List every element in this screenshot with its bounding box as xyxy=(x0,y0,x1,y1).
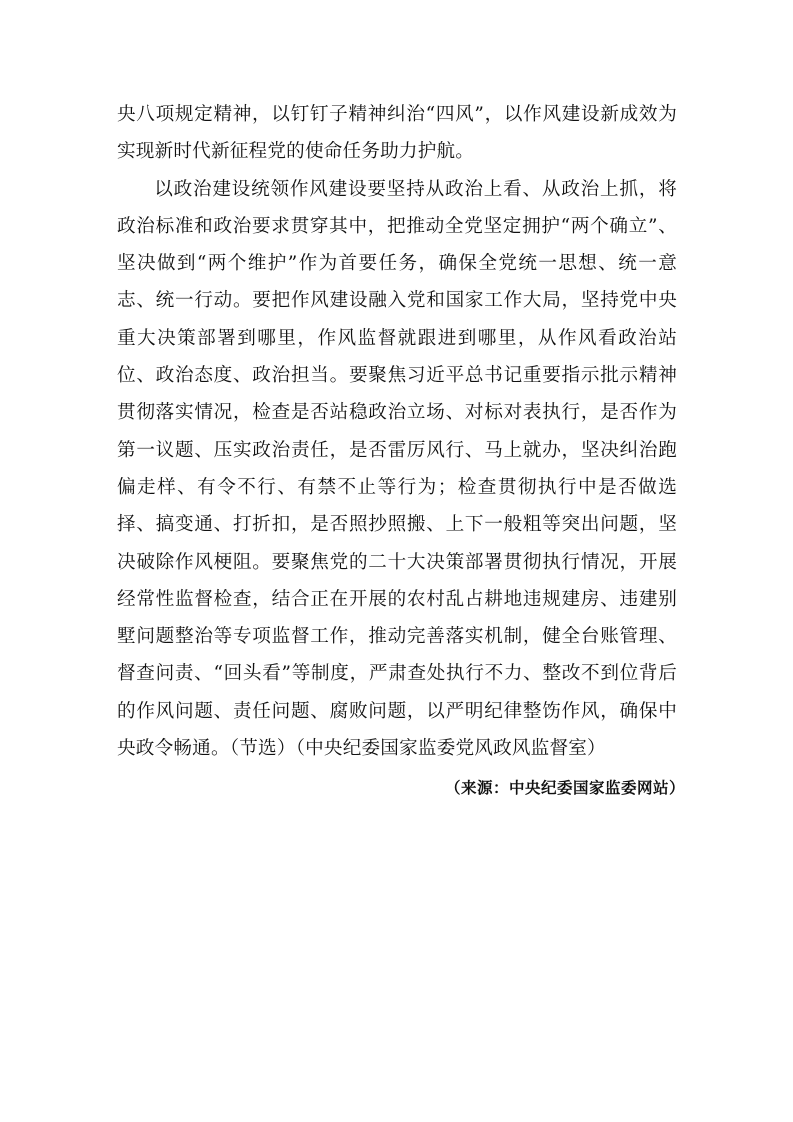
paragraph-continuation: 央八项规定精神，以钉钉子精神纠治“四风”，以作风建设新成效为实现新时代新征程党的使命任务助力护航。 xyxy=(117,104,677,163)
document-page xyxy=(117,96,685,803)
paragraph-main: 以政治建设统领作风建设要坚持从政治上看、从政治上抓，将政治标准和政治要求贯穿其中，把推动全党坚定拥护“两个确立”、坚决做到“两个维护”作为首要任务，确保全党统一思想、统一意志、统一行动。要把作风建设融入党和国家工作大局，坚持党中央重大决策部署到哪里，作风监督就跟进到哪里，从作风看政治站位、政治态度、政治担当。要聚焦习近平总书记重要指示批示精神贯彻落实情况，检查是否站稳政治立场、对标对表执行，是否作为第一议题、压实政治责任，是否雷厉风行、马上就办，坚决纠治跑偏走样、有令不行、有禁不止等行为；检查贯彻执行中是否做选择、搞变通、打折扣，是否照抄照搬、上下一般粗等突出问题，坚决破除作风梗阻。要聚焦党的二十大决策部署贯彻执行情况，开展经常性监督检查，结合正在开展的农村乱占耕地违规建房、违建别墅问题整治等专项监督工作，推动完善落实机制，健全台账管理、督查问责、“回头看”等制度，严肃查处执行不力、整改不到位背后的作风问题、责任问题、腐败问题，以严明纪律整饬作风，确保中央政令畅通。（节选）（中央纪委国家监委党风政风监督室） xyxy=(117,178,677,760)
source-attribution: （来源：中央纪委国家监委网站） xyxy=(444,779,685,798)
